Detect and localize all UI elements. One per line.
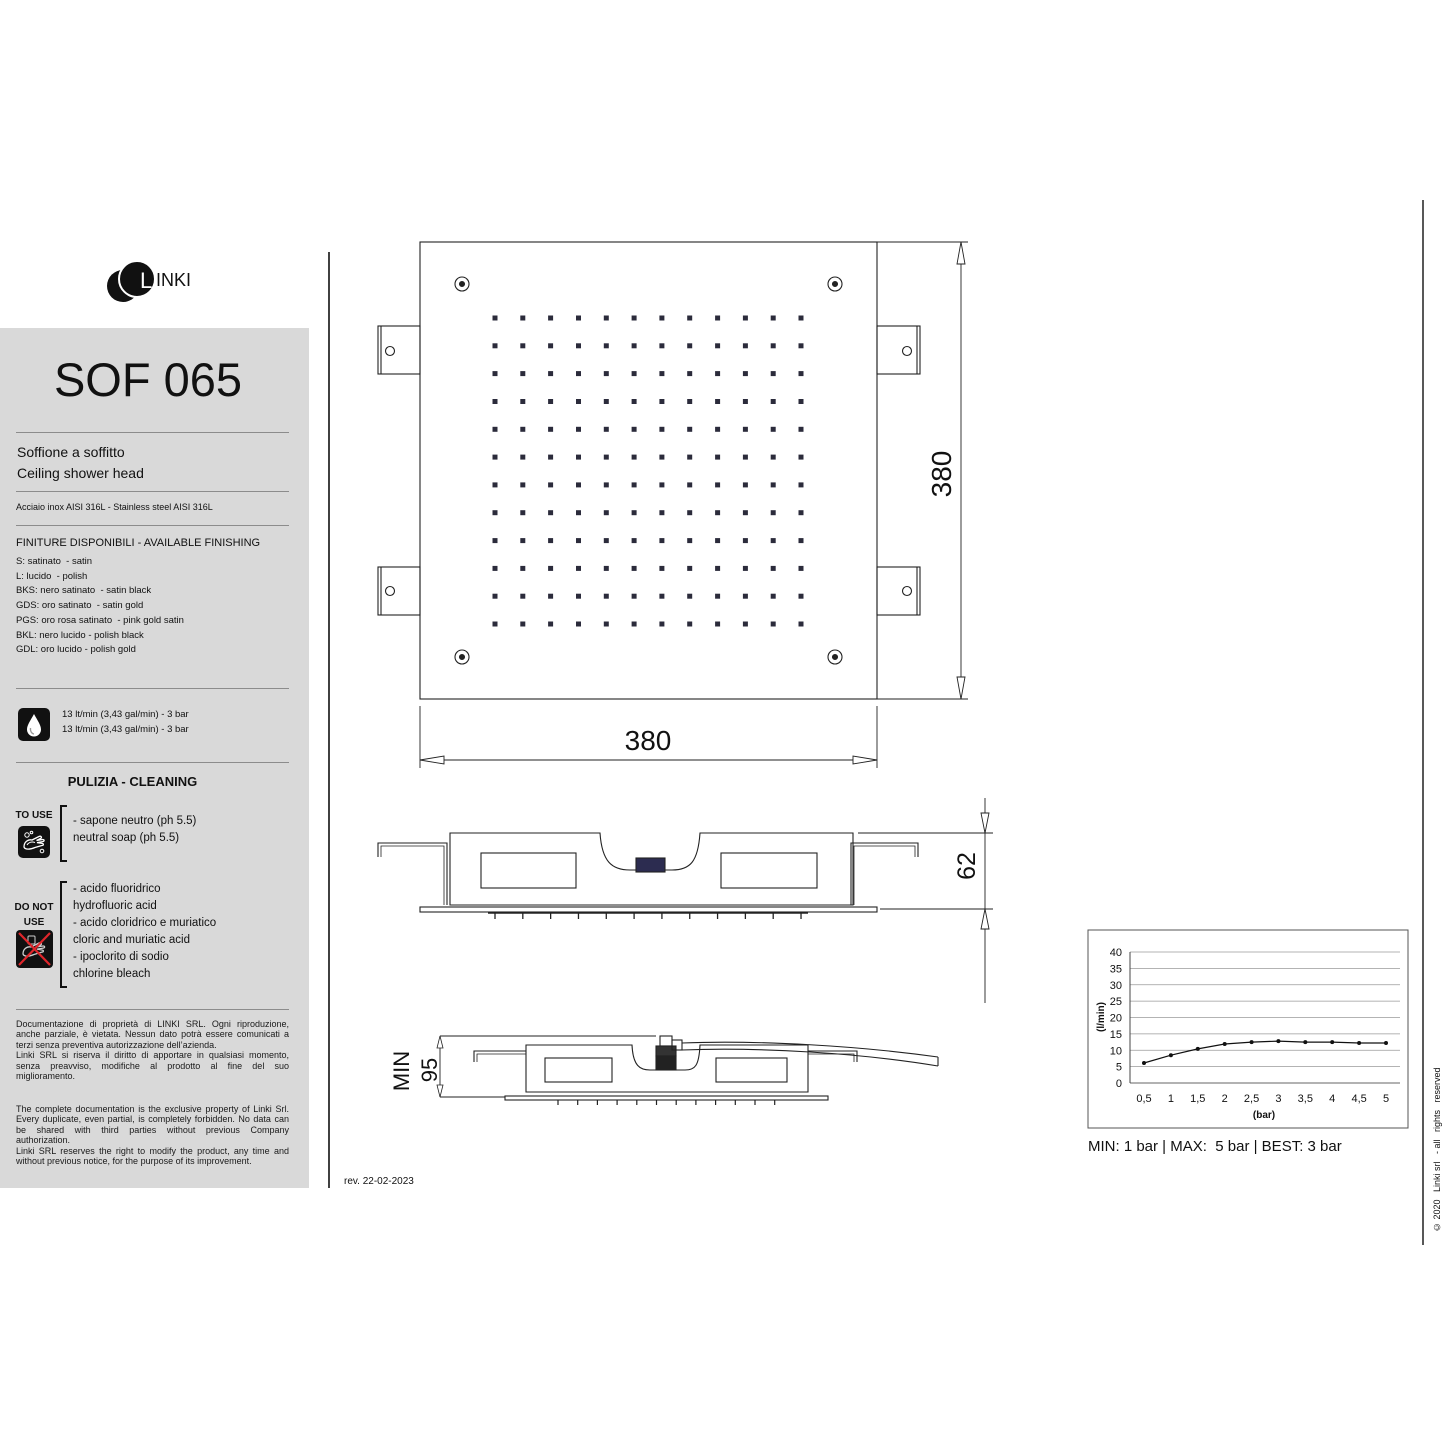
y-tick-label: 20: [1109, 1012, 1122, 1025]
x-tick-label: 0,5: [1136, 1093, 1152, 1105]
nozzle-hole: [771, 371, 776, 376]
corner-screw: [828, 277, 842, 291]
nozzle-hole: [715, 399, 720, 404]
to-use-label: TO USE: [15, 810, 53, 821]
mounting-bracket: [378, 843, 447, 905]
nozzle-hole: [715, 343, 720, 348]
nozzle-hole: [632, 594, 637, 599]
nozzle-hole: [743, 622, 748, 627]
nozzle-hole: [604, 566, 609, 571]
x-tick-label: 4: [1329, 1093, 1336, 1105]
shower-plate: [420, 907, 877, 912]
logo-mark: L: [140, 268, 153, 293]
nozzle-hole: [659, 316, 664, 321]
nozzle-hole: [520, 482, 525, 487]
nozzle-hole: [604, 622, 609, 627]
nozzle-hole: [548, 482, 553, 487]
nozzle-hole: [493, 455, 498, 460]
product-name-en: Ceiling shower head: [17, 465, 144, 481]
y-tick-label: 15: [1109, 1028, 1122, 1041]
side-view-drawing: [378, 833, 918, 919]
nozzle-hole: [687, 455, 692, 460]
nozzle-hole: [520, 510, 525, 515]
nozzle-hole: [493, 566, 498, 571]
x-tick-label: 1: [1167, 1093, 1174, 1105]
finish-item: BKS: nero satinato - satin black: [16, 585, 152, 597]
nozzle-hole: [548, 538, 553, 543]
nozzle-hole: [548, 594, 553, 599]
nozzle-hole: [604, 455, 609, 460]
nozzle-hole: [493, 538, 498, 543]
mounting-bracket: [854, 846, 915, 905]
nozzle-hole: [771, 510, 776, 515]
nozzle-hole: [659, 622, 664, 627]
nozzle-hole: [604, 399, 609, 404]
data-point: [1250, 1040, 1254, 1044]
y-tick-label: 40: [1109, 947, 1122, 959]
nozzle-hole: [687, 427, 692, 432]
mounting-tab: [378, 326, 420, 374]
nozzle-hole: [520, 538, 525, 543]
nozzle-hole: [548, 510, 553, 515]
nozzle-hole: [520, 455, 525, 460]
nozzle-hole: [743, 316, 748, 321]
nozzle-hole: [493, 510, 498, 515]
do-not-use-label: DO NOT: [14, 902, 54, 913]
y-axis-label: (l/min): [1096, 1002, 1107, 1032]
nozzle-hole: [632, 566, 637, 571]
hose-connector: [656, 1036, 682, 1070]
nozzle-hole: [771, 482, 776, 487]
documentation-paragraph: The complete documentation is the exclusive property of Linki Srl. Every duplicate, even partial, is completely forbidden. No data can be shared with third parties without previous Company authorization.: [16, 1104, 289, 1146]
nozzle-hole: [799, 482, 804, 487]
nozzle-hole: [493, 427, 498, 432]
nozzle-hole: [576, 566, 581, 571]
nozzle-hole: [799, 316, 804, 321]
flow-rate-line: 13 lt/min (3,43 gal/min) - 3 bar: [62, 724, 189, 735]
mounting-bracket: [381, 846, 444, 905]
nozzle-hole: [659, 538, 664, 543]
finish-item: GDL: oro lucido - polish gold: [16, 644, 136, 656]
data-point: [1169, 1053, 1173, 1057]
dimension-arrow: [437, 1085, 443, 1097]
nozzle-hole: [493, 343, 498, 348]
do-not-use-item: - acido cloridrico e muriatico: [73, 917, 217, 929]
nozzle-hole: [743, 538, 748, 543]
nozzle-hole: [520, 594, 525, 599]
nozzle-hole: [715, 622, 720, 627]
nozzle-hole: [632, 510, 637, 515]
nozzle-hole: [632, 371, 637, 376]
nozzle-hole: [632, 399, 637, 404]
nozzle-hole: [520, 427, 525, 432]
x-tick-label: 2,5: [1243, 1093, 1260, 1105]
nozzle-hole: [743, 510, 748, 515]
x-tick-label: 3,5: [1297, 1093, 1313, 1105]
corner-screw: [828, 650, 842, 664]
dimension-arrow: [420, 756, 444, 764]
nozzle-hole: [520, 399, 525, 404]
do-not-use-item: - ipoclorito di sodio: [73, 951, 169, 963]
nozzle-hole: [659, 343, 664, 348]
dimension-arrow: [957, 242, 965, 264]
do-not-use-item: hydrofluoric acid: [73, 900, 157, 912]
nozzle-hole: [687, 538, 692, 543]
do-not-use-item: chlorine bleach: [73, 968, 151, 980]
data-point: [1223, 1042, 1227, 1046]
nozzle-hole: [548, 622, 553, 627]
mounting-tab: [877, 567, 920, 615]
data-point: [1384, 1041, 1388, 1045]
nozzle-hole: [659, 482, 664, 487]
nozzle-hole: [659, 455, 664, 460]
nozzle-hole: [715, 510, 720, 515]
data-point: [1196, 1047, 1200, 1051]
mounting-bracket: [477, 1054, 526, 1062]
installed-nozzles: [558, 1100, 775, 1105]
nozzle-hole: [576, 538, 581, 543]
y-tick-label: 30: [1109, 979, 1122, 992]
nozzle-hole: [687, 399, 692, 404]
nozzle-hole: [493, 482, 498, 487]
nozzle-hole: [771, 427, 776, 432]
nozzle-hole: [771, 538, 776, 543]
nozzle-hole: [659, 594, 664, 599]
nozzle-hole: [659, 371, 664, 376]
nozzle-hole: [743, 455, 748, 460]
nozzle-hole: [715, 455, 720, 460]
mounting-bracket: [851, 843, 918, 905]
dimension-arrow: [957, 677, 965, 699]
nozzle-hole: [604, 371, 609, 376]
nozzle-hole: [632, 482, 637, 487]
pressure-range: MIN: 1 bar | MAX: 5 bar | BEST: 3 bar: [1088, 1138, 1342, 1155]
thickness-dimension: [858, 798, 993, 1003]
nozzle-hole: [715, 482, 720, 487]
nozzle-hole: [743, 371, 748, 376]
nozzle-hole: [771, 399, 776, 404]
nozzle-hole: [771, 343, 776, 348]
mounting-tab: [378, 567, 420, 615]
housing-window: [716, 1058, 787, 1082]
nozzle-hole: [576, 510, 581, 515]
nozzle-hole: [799, 510, 804, 515]
nozzle-hole: [687, 482, 692, 487]
shower-head-plate: [420, 242, 877, 699]
nozzle-hole: [687, 622, 692, 627]
thickness-dimension-value: 62: [953, 852, 981, 880]
nozzle-hole: [687, 371, 692, 376]
do-not-use-label: USE: [23, 917, 45, 928]
nozzle-hole: [576, 622, 581, 627]
nozzle-hole: [799, 399, 804, 404]
nozzle-hole: [604, 316, 609, 321]
nozzle-hole: [604, 427, 609, 432]
nozzle-hole: [799, 455, 804, 460]
nozzle-hole: [659, 566, 664, 571]
nozzle-hole: [632, 622, 637, 627]
nozzle-hole: [743, 427, 748, 432]
data-point: [1303, 1040, 1307, 1044]
nozzle-hole: [520, 566, 525, 571]
nozzle-hole: [743, 566, 748, 571]
data-point: [1276, 1039, 1280, 1043]
nozzle-hole: [493, 622, 498, 627]
nozzle-hole: [548, 371, 553, 376]
finish-item: L: lucido - polish: [16, 570, 88, 582]
material-text: Acciaio inox AISI 316L - Stainless steel AISI 316L: [16, 502, 213, 512]
nozzle-hole: [632, 427, 637, 432]
nozzle-hole: [799, 538, 804, 543]
nozzle-hole: [576, 427, 581, 432]
y-tick-label: 10: [1109, 1045, 1122, 1058]
nozzle-hole: [715, 566, 720, 571]
nozzle-hole: [520, 622, 525, 627]
dimension-arrow: [981, 909, 989, 929]
nozzle-hole: [799, 622, 804, 627]
nozzle-hole: [576, 399, 581, 404]
cleaning-title: PULIZIA - CLEANING: [67, 774, 198, 789]
nozzle-hole: [799, 371, 804, 376]
x-tick-label: 1,5: [1190, 1093, 1206, 1105]
top-view-drawing: [378, 242, 920, 699]
copyright-notice: © 2020 Linki srl - all rights reserved: [1432, 1067, 1442, 1232]
nozzle-hole: [687, 316, 692, 321]
nozzle-hole: [604, 482, 609, 487]
nozzle-hole: [576, 455, 581, 460]
x-tick-label: 2: [1221, 1093, 1228, 1105]
nozzle-hole: [715, 427, 720, 432]
mounting-bracket: [474, 1051, 526, 1062]
x-tick-label: 3: [1275, 1093, 1282, 1105]
installed-view-drawing: [437, 1036, 938, 1105]
data-point: [1142, 1061, 1146, 1065]
dimension-arrow: [981, 813, 989, 833]
nozzle-hole: [743, 482, 748, 487]
nozzle-hole: [548, 399, 553, 404]
nozzle-hole: [799, 594, 804, 599]
y-tick-label: 25: [1109, 996, 1122, 1009]
x-tick-label: 5: [1382, 1093, 1390, 1105]
nozzle-hole: [632, 316, 637, 321]
nozzle-hole: [799, 343, 804, 348]
product-name-it: Soffione a soffitto: [17, 444, 125, 460]
nozzle-hole: [520, 371, 525, 376]
do-not-use-item: - acido fluoridrico: [73, 883, 161, 895]
finish-item: S: satinato - satin: [16, 556, 93, 567]
nozzle-hole: [659, 399, 664, 404]
housing-window: [721, 853, 817, 888]
width-dimension-value: 380: [624, 725, 672, 756]
nozzle-hole: [799, 427, 804, 432]
flow-rate-chart: [1088, 930, 1408, 1128]
nozzle-hole: [493, 399, 498, 404]
nozzle-hole: [687, 594, 692, 599]
install-min-value: 95: [417, 1057, 442, 1083]
to-use-item: - sapone neutro (ph 5.5): [73, 815, 197, 827]
install-min-label: MIN: [389, 1050, 414, 1092]
to-use-item: neutral soap (ph 5.5): [73, 832, 180, 844]
corner-screw: [455, 277, 469, 291]
nozzle-hole: [771, 622, 776, 627]
nozzle-hole: [715, 538, 720, 543]
nozzle-hole: [520, 316, 525, 321]
dimension-arrow: [437, 1036, 443, 1048]
nozzle-hole: [576, 343, 581, 348]
housing-window: [481, 853, 576, 888]
nozzle-hole: [743, 343, 748, 348]
nozzle-hole: [743, 399, 748, 404]
nozzle-hole: [493, 371, 498, 376]
documentation-paragraph: Linki SRL si riserva il diritto di apportare in qualsiasi momento, senza preavviso, modifiche al prodotto al fine del suo miglioramento.: [16, 1050, 289, 1082]
logo-wordmark: INKI: [156, 270, 192, 290]
nozzle-hole: [659, 427, 664, 432]
do-not-use-item: cloric and muriatic acid: [73, 934, 190, 946]
y-tick-label: 35: [1109, 963, 1122, 976]
finish-item: GDS: oro satinato - satin gold: [16, 600, 144, 612]
y-tick-label: 5: [1115, 1061, 1122, 1074]
nozzle-hole: [576, 371, 581, 376]
nozzle-hole: [576, 482, 581, 487]
nozzle-hole: [687, 510, 692, 515]
nozzle-hole: [771, 455, 776, 460]
y-tick-label: 0: [1115, 1078, 1122, 1090]
nozzle-grid: [493, 316, 804, 627]
flow-rate-line: 13 lt/min (3,43 gal/min) - 3 bar: [62, 709, 189, 720]
shower-plate: [505, 1096, 828, 1100]
housing-window: [545, 1058, 612, 1082]
nozzle-hole: [632, 538, 637, 543]
nozzle-hole: [771, 594, 776, 599]
product-code: SOF 065: [53, 353, 243, 406]
water-inlet-thread: [636, 858, 665, 872]
nozzle-hole: [548, 316, 553, 321]
nozzle-hole: [715, 371, 720, 376]
corner-screw: [455, 650, 469, 664]
nozzle-hole: [548, 455, 553, 460]
dimension-arrow: [853, 756, 877, 764]
finishes-title: FINITURE DISPONIBILI - AVAILABLE FINISHING: [16, 537, 261, 549]
nozzle-hole: [604, 510, 609, 515]
nozzle-hole: [548, 343, 553, 348]
nozzle-hole: [687, 566, 692, 571]
nozzle-hole: [548, 566, 553, 571]
mounting-tab: [877, 326, 920, 374]
nozzle-hole: [632, 343, 637, 348]
data-point: [1357, 1041, 1361, 1045]
nozzle-hole: [520, 343, 525, 348]
documentation-paragraph: Documentazione di proprietà di LINKI SRL. Ogni riproduzione, anche parziale, è vietata. Nessun dato potrà essere comunicati a terzi senza preventiva autorizzazione dell’azienda.: [16, 1019, 289, 1050]
nozzle-hole: [604, 538, 609, 543]
nozzle-hole: [771, 566, 776, 571]
nozzle-hole: [687, 343, 692, 348]
nozzle-hole: [743, 594, 748, 599]
nozzle-hole: [632, 455, 637, 460]
nozzle-hole: [493, 316, 498, 321]
height-dimension-value: 380: [926, 450, 957, 498]
nozzle-hole: [715, 594, 720, 599]
nozzle-hole: [576, 316, 581, 321]
finish-item: PGS: oro rosa satinato - pink gold satin: [16, 614, 184, 626]
x-tick-label: 4,5: [1351, 1093, 1367, 1105]
nozzle-hole: [576, 594, 581, 599]
nozzle-hole: [659, 510, 664, 515]
revision-date: rev. 22-02-2023: [344, 1176, 414, 1187]
nozzle-hole: [604, 343, 609, 348]
data-point: [1330, 1040, 1334, 1044]
nozzle-hole: [548, 427, 553, 432]
nozzle-hole: [493, 594, 498, 599]
nozzle-hole: [799, 566, 804, 571]
x-axis-label: (bar): [1252, 1110, 1276, 1121]
nozzle-hole: [604, 594, 609, 599]
documentation-paragraph: Linki SRL reserves the right to modify the product, any time and without previous notice, for the purpose of its improvement.: [16, 1145, 289, 1167]
finish-item: BKL: nero lucido - polish black: [16, 629, 144, 641]
nozzle-hole: [771, 316, 776, 321]
nozzle-hole: [715, 316, 720, 321]
